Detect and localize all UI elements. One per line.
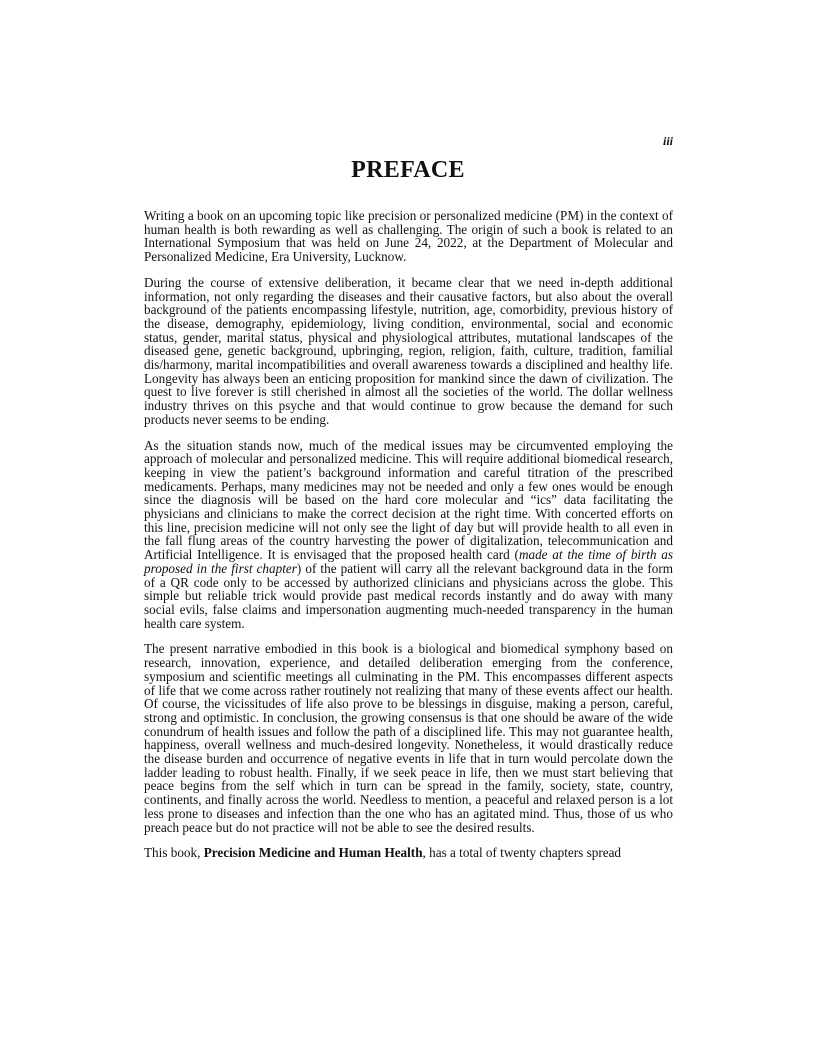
paragraph-3 — [144, 439, 673, 631]
preface-body — [144, 209, 673, 860]
paragraph-3-part-1: As the situation stands now, much of the medical issues may be circumvented employing the approach of molecular and personalized medicine. This will require additional biomedical research, keeping in view the patient’s background information and careful titration of the prescribed medicaments. Perhaps, many medicines may not be needed and only a few ones would be enough since the diagnosis will be based on the hard core molecular and “ics” data facilitating the physicians and clinicians to make the correct decision at the right time. With concerted efforts on this line, precision medicine will not only see the light of day but will provide health to all even in the fall flung areas of the country harvesting the power of digitalization, telecommunication and Artificial Intelligence. It is envisaged that the proposed health card ( — [144, 437, 673, 563]
paragraph-3-part-2: ) of the patient will carry all the relevant background data in the form of a QR code only to be accessed by authorized clinicians and physicians across the globe. This simple but reliable trick would provide past medical records instantly and do away with many social evils, false claims and impersonation augmenting much-needed transparency in the human health care system. — [144, 560, 673, 631]
paragraph-2: During the course of extensive deliberation, it became clear that we need in-depth additional information, not only regarding the diseases and their causative factors, but also about the overall background of the patients encompassing lifestyle, nutrition, age, comorbidity, previous history of the disease, demography, epidemiology, living condition, environmental, social and economic status, gender, marital status, physical and physiological attributes, mutational landscapes of the diseased gene, genetic background, upbringing, region, religion, faith, culture, tradition, familial dis/harmony, marital incompatibilities and overall awareness towards a disciplined and healthy life. Longevity has always been an enticing proposition for mankind since the dawn of civilization. The quest to live forever is still cherished in almost all the societies of the world. The dollar wellness industry thrives on this psyche and that would continue to grow because the demand for such products never seems to be ending. — [144, 274, 673, 427]
book-title: Precision Medicine and Human Health — [203, 845, 423, 861]
paragraph-4: The present narrative embodied in this book is a biological and biomedical symphony based on research, innovation, experience, and detailed deliberation emerging from the conference, symposium and scientific meetings all culminating in the PM. This encompasses different aspects of life that we come across rather routinely not realizing that many of these events affect our health. Of course, the vicissitudes of life also prove to be blessings in disguise, making a person, careful, strong and optimistic. In conclusion, the growing consensus is that one should be aware of the wide conundrum of health issues and follow the path of a disciplined life. This may not guarantee health, happiness, overall wellness and much-desired longevity. Nonetheless, it would drastically reduce the disease burden and occurrence of negative events in life that in turn would percolate down the ladder leading to robust health. Finally, if we seek peace in life, then we must start believing that peace begins from the self which in turn can be spread in the family, society, state, country, continents, and finally across the world. Needless to mention, a peaceful and relaxed person is a lot less prone to diseases and infection than the one who has an agitated mind. Thus, those of us who preach peace but do not practice will not be able to see the desired results. — [144, 641, 673, 835]
page-title: PREFACE — [351, 157, 465, 183]
paragraph-5-part-1: This book, — [144, 845, 204, 861]
paragraph-5 — [144, 846, 673, 860]
paragraph-5-part-2: , has a total of twenty chapters spread — [422, 845, 622, 861]
health-card-note: made at the time of birth as proposed in the first chapter — [144, 547, 673, 576]
paragraph-1: Writing a book on an upcoming topic like precision or personalized medicine (PM) in the context of human health is both rewarding as well as challenging. The origin of such a book is related to an International Symposium that was held on June 24, 2022, at the Department of Molecular and Personalized Medicine, Era University, Lucknow. — [144, 208, 673, 265]
page-number: iii — [662, 134, 673, 148]
